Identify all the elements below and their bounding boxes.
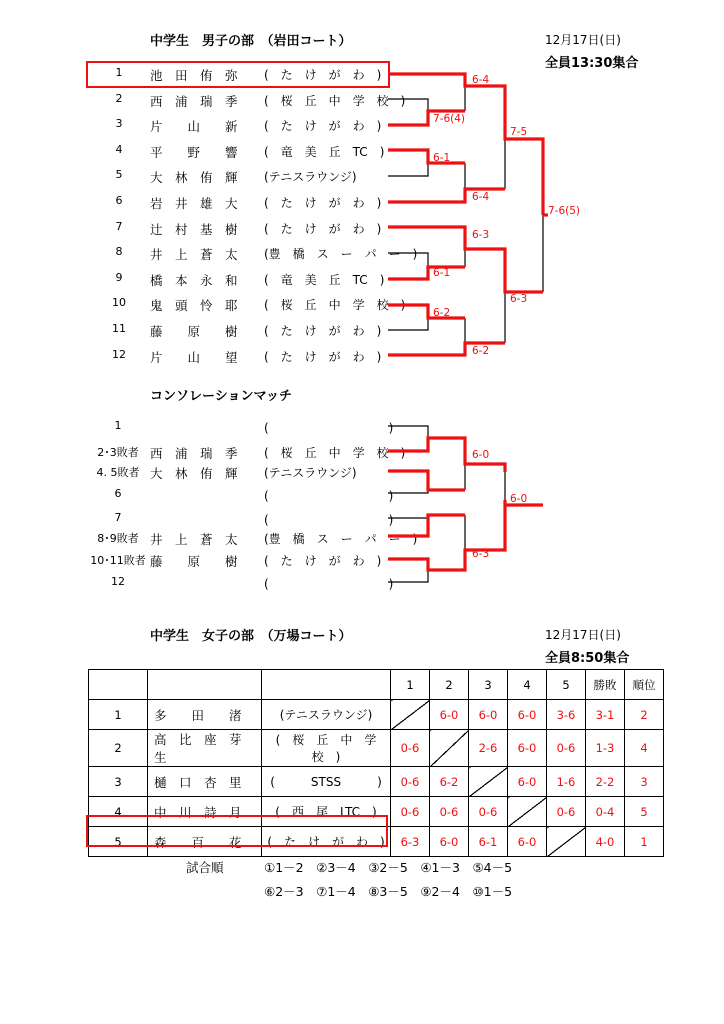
score-sfb: 6-3 xyxy=(510,293,528,305)
row-number: 2 xyxy=(89,730,148,767)
score-r1b: 7-6(4) xyxy=(433,113,466,125)
result-cell: 6-0 xyxy=(469,700,508,730)
player-name: 西 浦 瑞 季 xyxy=(150,446,238,461)
record-cell: 4-0 xyxy=(586,827,625,857)
score-sfa: 7-5 xyxy=(510,126,528,138)
player-team: ( 桜 丘 中 学 校 ) xyxy=(262,730,391,767)
result-cell: 6-0 xyxy=(508,730,547,767)
table-row xyxy=(89,767,664,797)
player-number: 8･9敗者 xyxy=(97,532,139,545)
player-number: 1 xyxy=(114,419,122,432)
player-team: (豊 橋 ス ー パ ー ) xyxy=(264,247,418,262)
row-number: 4 xyxy=(89,797,148,827)
score-r1h: 6-2 xyxy=(472,345,490,357)
score-final: 7-6(5) xyxy=(548,205,581,217)
player-name: 樋 口 杏 里 xyxy=(148,767,262,797)
player-number: 3 xyxy=(115,117,123,131)
player-team: (豊 橋 ス ー パ ー ) xyxy=(264,532,418,546)
result-cell: 3-6 xyxy=(547,700,586,730)
result-cell: 0-6 xyxy=(391,797,430,827)
consolation-title: コンソレーションマッチ xyxy=(150,389,292,404)
player-name: 大 林 侑 輝 xyxy=(150,170,238,186)
row-number: 3 xyxy=(89,767,148,797)
player-team: ( ) xyxy=(264,577,394,591)
player-name: 鬼 頭 怜 耶 xyxy=(150,298,238,314)
order-line-2: ⑥2－3 ⑦1－4 ⑧3－5 ⑨2－4 ⑩1－5 xyxy=(264,884,513,899)
player-name: 西 浦 瑞 季 xyxy=(150,93,238,109)
player-name: 井 上 蒼 太 xyxy=(150,247,238,263)
player-team: ( た け が わ ) xyxy=(264,68,382,82)
table-header-row xyxy=(89,670,664,700)
girls-title: 中学生 女子の部 （万場コート） xyxy=(150,629,352,644)
champion-highlight xyxy=(86,61,390,88)
diagonal-cell xyxy=(430,730,469,767)
result-cell: 6-0 xyxy=(508,827,547,857)
girls-champion-highlight xyxy=(86,815,388,847)
player-team: ( た け が わ ) xyxy=(264,324,382,338)
header-5: 5 xyxy=(547,670,586,700)
player-team: (テニスラウンジ) xyxy=(264,466,357,480)
result-cell: 0-6 xyxy=(430,797,469,827)
score-r1d: 6-4 xyxy=(472,191,490,203)
score-r1c: 6-1 xyxy=(433,152,451,164)
player-name: 片 山 新 xyxy=(150,119,238,135)
result-cell: 0-6 xyxy=(547,730,586,767)
record-cell: 1-3 xyxy=(586,730,625,767)
diagonal-cell xyxy=(547,827,586,857)
player-team: ( た け が わ ) xyxy=(264,196,382,210)
row-number: 1 xyxy=(89,700,148,730)
player-number: 7 xyxy=(114,511,122,524)
score-r1g: 6-2 xyxy=(433,307,451,319)
header-3: 3 xyxy=(469,670,508,700)
player-number: 1 xyxy=(115,66,123,79)
row-number: 5 xyxy=(89,827,148,857)
rank-cell: 3 xyxy=(625,767,664,797)
player-team: ( ) xyxy=(264,513,394,527)
result-cell: 1-6 xyxy=(547,767,586,797)
player-team: ( 竜 美 丘 TC ) xyxy=(264,144,385,159)
record-cell: 2-2 xyxy=(586,767,625,797)
player-team: ( 桜 丘 中 学 校 ) xyxy=(264,93,406,108)
result-cell: 6-0 xyxy=(508,767,547,797)
result-cell: 6-0 xyxy=(430,700,469,730)
header-record: 勝敗 xyxy=(586,670,625,700)
player-number: 9 xyxy=(115,270,123,284)
diagonal-cell xyxy=(391,700,430,730)
player-number: 12 xyxy=(111,575,125,588)
rank-cell: 1 xyxy=(625,827,664,857)
result-cell: 0-6 xyxy=(547,797,586,827)
player-team: ( た け が わ ) xyxy=(264,349,382,364)
player-name: 大 林 侑 輝 xyxy=(150,466,238,481)
player-name: 藤 原 樹 xyxy=(150,324,238,339)
player-number: 4. 5敗者 xyxy=(96,466,140,479)
player-name: 辻 村 基 樹 xyxy=(150,221,238,237)
cons-score-a: 6-0 xyxy=(472,449,490,461)
player-team: ( ) xyxy=(264,489,394,503)
score-r1a: 6-4 xyxy=(472,74,490,86)
result-cell: 6-0 xyxy=(508,700,547,730)
girls-date: 12月17日(日) xyxy=(545,628,621,642)
player-number: 10 xyxy=(112,296,126,310)
player-name: 平 野 響 xyxy=(150,144,238,160)
player-name: 池 田 侑 弥 xyxy=(150,68,238,83)
header-rank: 順位 xyxy=(625,670,664,700)
player-team: ( 桜 丘 中 学 校 ) xyxy=(264,298,406,313)
table-row xyxy=(89,730,664,767)
score-r1f: 6-1 xyxy=(433,267,451,279)
diagonal-cell xyxy=(508,797,547,827)
header-4: 4 xyxy=(508,670,547,700)
player-name: 中 川 詩 月 xyxy=(148,797,262,827)
player-team: ( ) xyxy=(264,421,394,435)
player-team: ( た け が わ ) xyxy=(264,554,382,568)
player-team: (テニスラウンジ) xyxy=(264,170,357,185)
player-number: 6 xyxy=(115,194,123,207)
order-line-1: ①1－2 ②3－4 ③2－5 ④1－3 ⑤4－5 xyxy=(264,860,513,875)
player-team: ( STSS ) xyxy=(262,767,391,797)
player-name: 藤 原 樹 xyxy=(150,554,238,569)
record-cell: 0-4 xyxy=(586,797,625,827)
player-team: ( た け が わ ) xyxy=(264,221,382,236)
result-cell: 2-6 xyxy=(469,730,508,767)
cons-score-b: 6-3 xyxy=(472,548,490,560)
record-cell: 3-1 xyxy=(586,700,625,730)
player-number: 5 xyxy=(115,168,123,182)
header-2: 2 xyxy=(430,670,469,700)
player-name: 井 上 蒼 太 xyxy=(150,532,238,547)
table-row xyxy=(89,700,664,730)
player-name: 岩 井 雄 大 xyxy=(150,196,238,211)
player-name: 片 山 望 xyxy=(150,349,238,365)
rank-cell: 2 xyxy=(625,700,664,730)
player-number: 2 xyxy=(115,91,123,105)
boys-gather: 全員13:30集合 xyxy=(545,56,639,71)
player-name: 森 百 花 xyxy=(148,827,262,857)
player-name: 高 比 座 芽 生 xyxy=(148,730,262,767)
player-number: 10･11敗者 xyxy=(90,554,146,567)
player-team: ( た け が わ ) xyxy=(264,119,382,134)
player-number: 11 xyxy=(112,322,126,335)
rank-cell: 4 xyxy=(625,730,664,767)
header-1: 1 xyxy=(391,670,430,700)
player-number: 4 xyxy=(115,142,123,156)
result-cell: 6-3 xyxy=(391,827,430,857)
result-cell: 0-6 xyxy=(391,767,430,797)
player-name: 多 田 渚 xyxy=(148,700,262,730)
diagonal-cell xyxy=(469,767,508,797)
player-number: 8 xyxy=(115,245,123,259)
boys-date: 12月17日(日) xyxy=(545,33,621,47)
result-cell: 6-1 xyxy=(469,827,508,857)
player-team: (テニスラウンジ) xyxy=(262,700,391,730)
player-number: 12 xyxy=(112,347,126,361)
player-number: 7 xyxy=(115,219,123,233)
order-label: 試合順 xyxy=(186,860,224,875)
boys-title: 中学生 男子の部 （岩田コート） xyxy=(150,34,352,49)
player-team: ( た け が わ ) xyxy=(262,827,391,857)
result-cell: 0-6 xyxy=(391,730,430,767)
result-cell: 0-6 xyxy=(469,797,508,827)
player-team: ( 竜 美 丘 TC ) xyxy=(264,272,385,287)
result-cell: 6-2 xyxy=(430,767,469,797)
player-name: 橋 本 永 和 xyxy=(150,272,238,288)
rank-cell: 5 xyxy=(625,797,664,827)
girls-gather: 全員8:50集合 xyxy=(545,651,630,666)
cons-score-final: 6-0 xyxy=(510,493,528,505)
result-cell: 6-0 xyxy=(430,827,469,857)
player-number: 2･3敗者 xyxy=(97,446,139,459)
player-number: 6 xyxy=(114,487,122,500)
player-team: ( 西 尾 LTC ) xyxy=(262,797,391,827)
player-team: ( 桜 丘 中 学 校 ) xyxy=(264,446,406,460)
score-r1e: 6-3 xyxy=(472,229,490,241)
